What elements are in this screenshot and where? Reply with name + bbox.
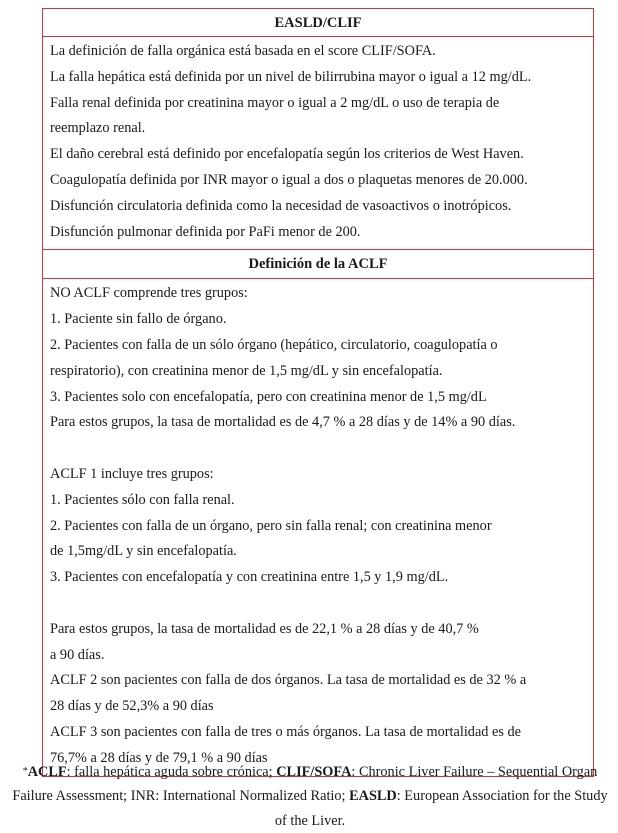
text-line: Coagulopatía definida por INR mayor o igual a dos o plaquetas menores de 20.000. — [50, 171, 528, 188]
text-line: reemplazo renal. — [50, 120, 146, 137]
footnote-def-aclf: : falla hepática aguda sobre crónica; — [66, 764, 277, 780]
section-header-aclf-definition: Definición de la ACLF — [42, 250, 594, 279]
text-line: de 1,5mg/dL y sin encefalopatía. — [50, 543, 237, 560]
text-line: respiratorio), con creatinina menor de 1,5 mg/dL y sin encefalopatía. — [50, 362, 443, 379]
section-body-easld-clif — [42, 37, 594, 250]
section-header-easld-clif: EASLD/CLIF — [42, 8, 594, 37]
text-line: 2. Pacientes con falla de un sólo órgano (hepático, circulatorio, coagulopatía o — [50, 336, 498, 353]
text-line: NO ACLF comprende tres grupos: — [50, 285, 248, 302]
text-line: 28 días y de 52,3% a 90 días — [50, 698, 214, 715]
table-footnote — [8, 760, 612, 833]
definitions-table — [42, 8, 594, 777]
footnote-def-clif-sofa: : Chronic Liver Failure – Sequential Organ Failure Assessment; INR: International Normalized Ratio; — [12, 764, 598, 805]
footnote-term-easld: EASLD — [349, 788, 397, 805]
text-line: ACLF 2 son pacientes con falla de dos órganos. La tasa de mortalidad es de 32 % a — [50, 672, 527, 689]
text-line — [50, 436, 586, 462]
text-line — [50, 591, 586, 617]
text-line: Disfunción circulatoria definida como la necesidad de vasoactivos o inotrópicos. — [50, 197, 512, 214]
text-line: La definición de falla orgánica está basada en el score CLIF/SOFA. — [50, 43, 436, 59]
text-line: ACLF 1 incluye tres grupos: — [50, 465, 214, 482]
text-line: 1. Pacientes sólo con falla renal. — [50, 491, 235, 508]
footnote-star: * — [22, 766, 28, 777]
text-line: 2. Pacientes con falla de un órgano, pero sin falla renal; con creatinina menor — [50, 517, 492, 534]
footnote-term-aclf: ACLF — [27, 764, 67, 780]
footnote-def-easld: : European Association for the Study of the Liver. — [274, 788, 608, 829]
text-line: ACLF 3 son pacientes con falla de tres o más órganos. La tasa de mortalidad es de — [50, 723, 522, 740]
text-line: a 90 días. — [50, 646, 105, 663]
text-line: El daño cerebral está definido por encefalopatía según los criterios de West Haven. — [50, 146, 524, 163]
text-line: La falla hepática está definida por un nivel de bilirrubina mayor o igual a 12 mg/dL. — [50, 68, 532, 85]
text-line: Para estos grupos, la tasa de mortalidad es de 4,7 % a 28 días y de 14% a 90 días. — [50, 414, 516, 431]
text-line: 1. Paciente sin fallo de órgano. — [50, 311, 227, 328]
section-body-aclf-definition — [42, 279, 594, 776]
footnote-term-clif-sofa: CLIF/SOFA — [276, 764, 352, 780]
text-line: 76,7% a 28 días y de 79,1 % a 90 días — [50, 749, 268, 766]
text-line: Disfunción pulmonar definida por PaFi menor de 200. — [50, 223, 361, 240]
text-line: 3. Pacientes con encefalopatía y con creatinina entre 1,5 y 1,9 mg/dL. — [50, 569, 449, 586]
text-line: Para estos grupos, la tasa de mortalidad es de 22,1 % a 28 días y de 40,7 % — [50, 620, 479, 637]
text-line: 3. Pacientes solo con encefalopatía, pero con creatinina menor de 1,5 mg/dL — [50, 388, 487, 405]
text-line: Falla renal definida por creatinina mayor o igual a 2 mg/dL o uso de terapia de — [50, 94, 500, 111]
